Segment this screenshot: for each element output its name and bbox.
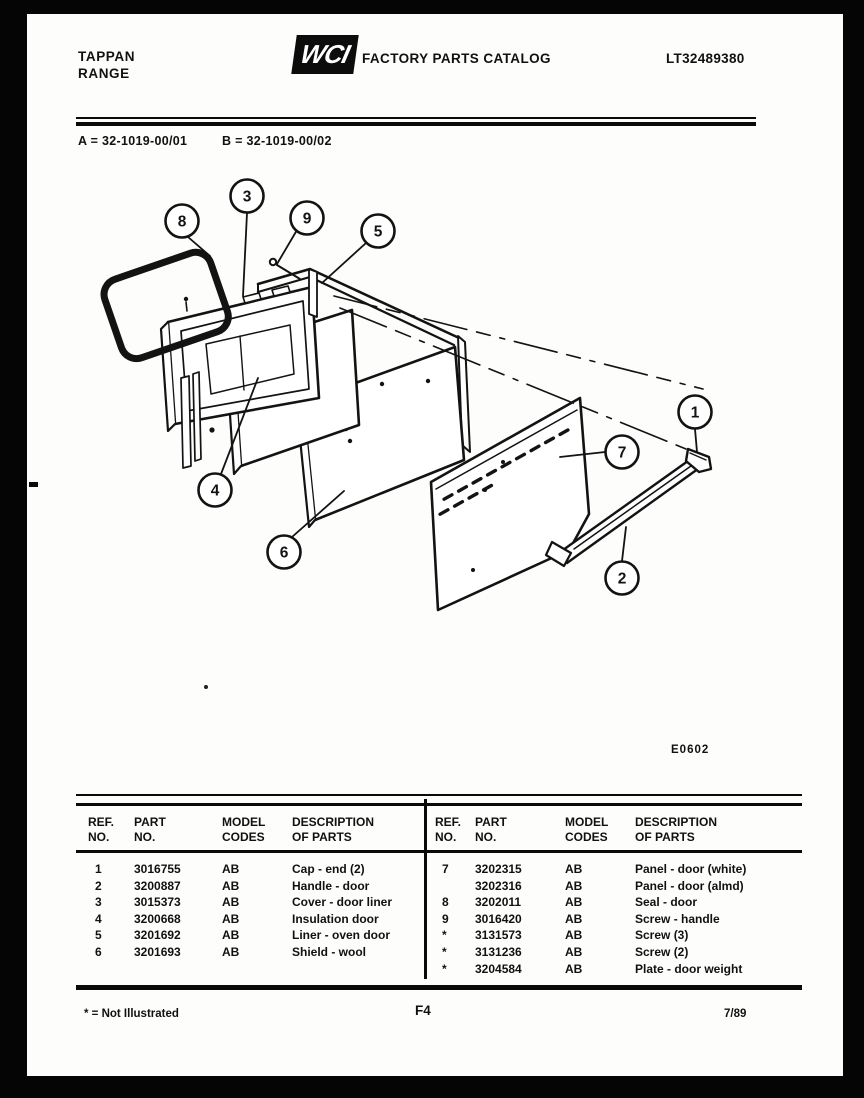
callout-8: [166, 205, 199, 238]
cell-part-no: 3200668: [134, 911, 181, 926]
not-illustrated-note: * = Not Illustrated: [84, 1008, 179, 1020]
cell-ref-no: 1: [95, 862, 102, 876]
col-header-part: PART NO.: [134, 815, 166, 844]
cell-description: Screw (3): [635, 928, 689, 943]
callout-6: [268, 536, 301, 569]
table-row: [427, 927, 802, 944]
brand-line-2: RANGE: [78, 66, 130, 81]
parts-table-left: [76, 806, 424, 979]
cell-ref-no: 6: [95, 944, 102, 959]
cell-ref-no: 5: [95, 928, 102, 943]
table-row: [76, 911, 424, 928]
table-row: [427, 894, 802, 911]
cell-part-no: 3016420: [475, 911, 522, 926]
cell-description: Seal - door: [635, 895, 698, 910]
svg-text:6: 6: [279, 544, 289, 562]
cell-part-no: 3201692: [134, 928, 181, 943]
svg-text:4: 4: [210, 482, 220, 500]
callout-1: [679, 396, 712, 429]
callout-3: [231, 180, 264, 213]
col-header-desc: DESCRIPTION OF PARTS: [292, 815, 375, 844]
model-code-b: B = 32-1019-00/02: [222, 134, 332, 148]
scan-border-right: [843, 0, 864, 1098]
cell-description: Panel - door (white): [635, 862, 747, 876]
scan-border-left: [0, 0, 27, 1098]
col-header-ref: REF. NO.: [435, 815, 462, 844]
table-rows-right: [427, 853, 802, 979]
col-header-part: PART NO.: [475, 815, 507, 844]
svg-text:2: 2: [617, 570, 627, 588]
col-header-ref: REF. NO.: [88, 815, 115, 844]
cell-description: Panel - door (almd): [635, 878, 744, 893]
table-top-rule: [76, 794, 802, 806]
table-bottom-rule: [76, 985, 802, 990]
callout-9: [291, 202, 324, 235]
cell-ref-no: 8: [442, 895, 449, 910]
page-code: F4: [415, 1003, 431, 1018]
cell-description: Plate - door weight: [635, 961, 743, 976]
model-code-a: A = 32-1019-00/01: [78, 134, 188, 148]
cell-model-codes: AB: [222, 878, 240, 893]
cell-model-codes: AB: [565, 944, 583, 959]
table-row: [427, 961, 802, 978]
cell-ref-no: *: [442, 944, 447, 959]
cell-part-no: 3131573: [475, 928, 522, 943]
cell-model-codes: AB: [565, 862, 583, 876]
table-rows-left: [76, 853, 424, 979]
cell-ref-no: *: [442, 961, 447, 976]
cell-description: Shield - wool: [292, 944, 366, 959]
svg-text:1: 1: [690, 404, 700, 422]
table-row: [76, 861, 424, 878]
cell-part-no: 3204584: [475, 961, 522, 976]
cell-model-codes: AB: [565, 911, 583, 926]
table-row: [76, 927, 424, 944]
cell-ref-no: 4: [95, 911, 102, 926]
table-row: [76, 944, 424, 961]
cell-model-codes: AB: [565, 895, 583, 910]
cell-ref-no: 2: [95, 878, 102, 893]
cell-model-codes: AB: [565, 878, 583, 893]
scan-border-top: [0, 0, 864, 14]
svg-text:3: 3: [242, 188, 252, 206]
parts-table: [76, 794, 802, 990]
cell-part-no: 3202316: [475, 878, 522, 893]
table-row: [76, 894, 424, 911]
table-row: [427, 911, 802, 928]
cell-ref-no: 9: [442, 911, 449, 926]
figure-code: E0602: [671, 744, 710, 756]
scan-mark-tick: [29, 482, 38, 487]
date-code: 7/89: [724, 1008, 747, 1020]
cell-description: Cover - door liner: [292, 895, 393, 910]
table-center-divider: [424, 799, 427, 979]
table-row: [427, 878, 802, 895]
cell-ref-no: 7: [442, 862, 449, 876]
scan-mark-speck: [204, 685, 208, 689]
cell-part-no: 3131236: [475, 944, 522, 959]
svg-text:7: 7: [617, 444, 627, 462]
callout-5: [362, 215, 395, 248]
table-row: [427, 944, 802, 961]
cell-part-no: 3201693: [134, 944, 181, 959]
cell-part-no: 3200887: [134, 878, 181, 893]
cell-model-codes: AB: [565, 961, 583, 976]
cell-model-codes: AB: [222, 928, 240, 943]
cell-model-codes: AB: [222, 895, 240, 910]
document-number: LT32489380: [666, 51, 745, 66]
cell-part-no: 3016755: [134, 862, 181, 876]
svg-text:9: 9: [302, 210, 312, 228]
cell-ref-no: [435, 878, 475, 895]
cell-model-codes: AB: [222, 911, 240, 926]
table-header-row: [76, 806, 424, 853]
col-header-model: MODEL CODES: [565, 815, 609, 844]
cell-model-codes: AB: [222, 862, 240, 876]
wci-logo-text: WCI: [297, 39, 353, 69]
cell-ref-no: *: [442, 928, 447, 943]
svg-text:5: 5: [373, 223, 383, 241]
table-row: [427, 861, 802, 878]
col-header-model: MODEL CODES: [222, 815, 266, 844]
callout-7: [606, 436, 639, 469]
cell-ref-no: 3: [95, 895, 102, 910]
cell-description: Insulation door: [292, 911, 379, 926]
cell-description: Screw (2): [635, 944, 689, 959]
cell-model-codes: AB: [222, 944, 240, 959]
col-header-desc: DESCRIPTION OF PARTS: [635, 815, 718, 844]
cell-part-no: 3202011: [475, 895, 522, 910]
svg-text:8: 8: [177, 213, 187, 231]
table-header-row: [427, 806, 802, 853]
cell-part-no: 3202315: [475, 862, 522, 876]
catalog-title: FACTORY PARTS CATALOG: [362, 51, 551, 66]
brand-line-1: TAPPAN: [78, 49, 136, 64]
table-row: [76, 878, 424, 895]
cell-description: Cap - end (2): [292, 862, 365, 876]
cell-description: Liner - oven door: [292, 928, 391, 943]
cell-description: Handle - door: [292, 878, 370, 893]
scan-border-bottom: [0, 1076, 864, 1098]
parts-table-right: [424, 806, 802, 979]
cell-model-codes: AB: [565, 928, 583, 943]
callout-4: [199, 474, 232, 507]
callout-2: [606, 562, 639, 595]
cell-description: Screw - handle: [635, 911, 720, 926]
cell-part-no: 3015373: [134, 895, 181, 910]
